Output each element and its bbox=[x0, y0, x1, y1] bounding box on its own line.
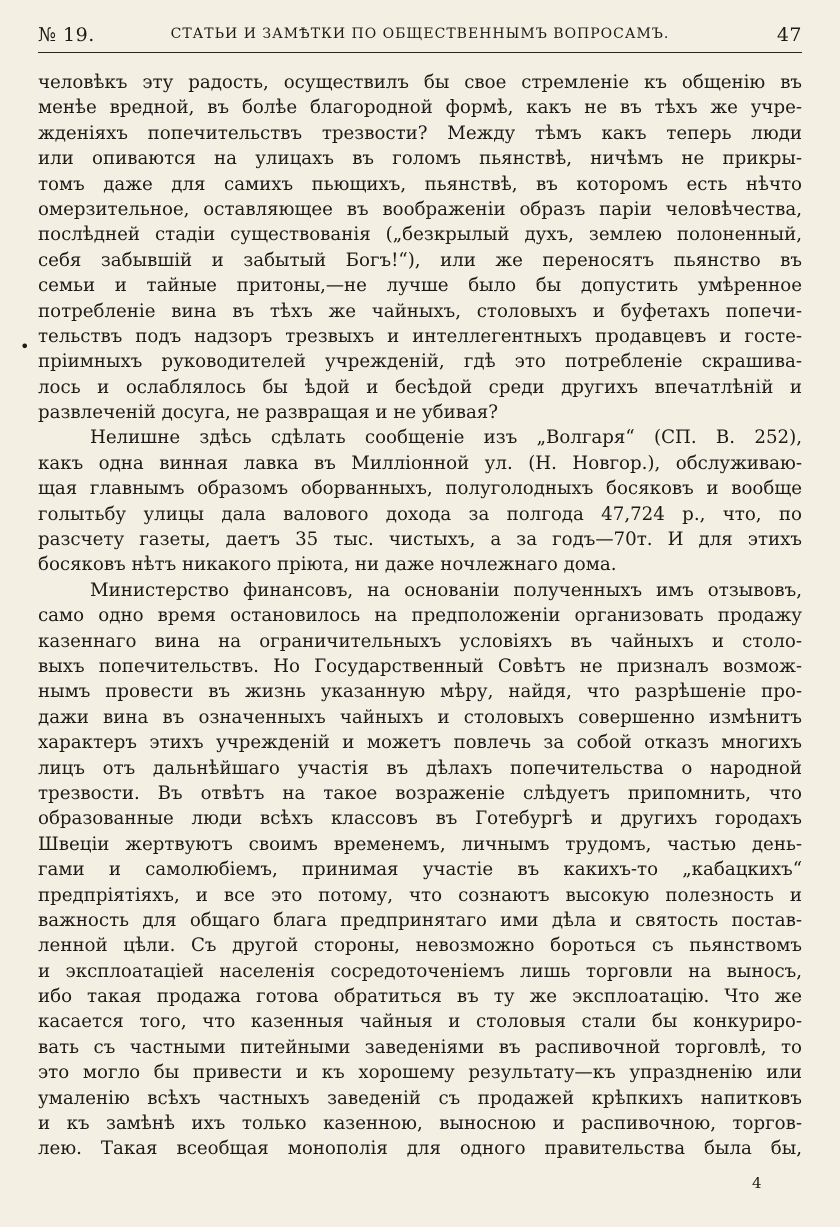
text-line: умаленію всѣхъ частныхъ заведеній съ продажей крѣпкихъ напитковъ bbox=[38, 1087, 802, 1109]
text-line: разсчету газеты, даетъ 35 тыс. чистыхъ, а за годъ—70т. И для этихъ bbox=[38, 529, 802, 551]
text-line: касается того, что казенныя чайныя и столовыя стали бы конкуриро- bbox=[38, 1011, 802, 1033]
text-line: себя забывшій и забытый Богъ!“), или же переносятъ пьянство въ bbox=[38, 249, 802, 271]
paragraph-start-line: Министерство финансовъ, на основаніи полученныхъ имъ отзывовъ, bbox=[90, 579, 802, 601]
text-line: трезвости. Въ отвѣтъ на такое возраженіе слѣдуетъ припомнить, что bbox=[38, 782, 802, 804]
text-line: выхъ попечительствъ. Но Государственный Совѣтъ не призналъ возмож- bbox=[38, 655, 802, 677]
paragraph-start-line: Нелишне здѣсь сдѣлать сообщеніе изъ „Волгаря“ (СП. В. 252), bbox=[90, 427, 802, 449]
running-header bbox=[38, 22, 802, 53]
margin-marker: • bbox=[20, 337, 30, 356]
text-line: вать съ частными питейными заведеніями въ распивочной торговлѣ, то bbox=[38, 1036, 802, 1058]
text-line: характеръ этихъ учрежденій и можетъ повлечь за собой отказъ многихъ bbox=[38, 732, 802, 754]
issue-number: № 19. bbox=[38, 24, 95, 46]
text-line: это могло бы привести и къ хорошему результату—къ упраздненію или bbox=[38, 1062, 802, 1084]
text-line: пріимныхъ руководителей учрежденій, гдѣ это потребленіе скрашива- bbox=[38, 351, 802, 373]
text-line: предпріятіяхъ, и все это потому, что сознаютъ высокую полезность и bbox=[38, 884, 802, 906]
text-line: жденіяхъ попечительствъ трезвости? Между тѣмъ какъ теперь люди bbox=[38, 122, 802, 144]
article-body bbox=[38, 70, 802, 1162]
text-line: человѣкъ эту радость, осуществилъ бы свое стремленіе къ общенію въ bbox=[38, 72, 802, 93]
text-line: важность для общаго блага предпринятаго ими дѣла и святость постав- bbox=[38, 909, 802, 931]
text-line: босяковъ нѣтъ никакого пріюта, ни даже ночлежнаго дома. bbox=[38, 554, 617, 576]
section-title: СТАТЬИ И ЗАМѢТКИ ПО ОБЩЕСТВЕННЫМЪ ВОПРОСАМЪ. bbox=[170, 26, 670, 42]
text-line: щая главнымъ образомъ оборванныхъ, полуголодныхъ босяковъ и вообще bbox=[38, 478, 802, 500]
text-line: семьи и тайные притоны,—не лучше было бы допустить умѣренное bbox=[38, 275, 802, 297]
text-line: и эксплоатаціей населенія сосредоточеніемъ лишь торговли на выносъ, bbox=[38, 960, 802, 982]
signature-mark: 4 bbox=[752, 1174, 762, 1192]
text-line: Швеціи жертвуютъ своимъ временемъ, личнымъ трудомъ, частью день- bbox=[38, 833, 802, 855]
text-line: нымъ провести въ жизнь указанную мѣру, найдя, что разрѣшеніе про- bbox=[38, 681, 802, 703]
text-line: потребленіе вина въ тѣхъ же чайныхъ, столовыхъ и буфетахъ попечи- bbox=[38, 300, 802, 322]
text-line: менѣе вредной, въ болѣе благородной формѣ, какъ не въ тѣхъ же учре- bbox=[38, 97, 802, 119]
text-line: ленной цѣли. Съ другой стороны, невозможно бороться съ пьянствомъ bbox=[38, 935, 802, 957]
text-line: голытьбу улицы дала валового дохода за полгода 47,724 р., что, по bbox=[38, 503, 802, 525]
text-line: и къ замѣнѣ ихъ только казенною, выносною и распивочною, торгов- bbox=[38, 1113, 802, 1135]
text-line: омерзительное, оставляющее въ воображеніи образъ паріи человѣчества, bbox=[38, 198, 802, 220]
text-line: развлеченій досуга, не развращая и не убивая? bbox=[38, 402, 499, 424]
text-line: какъ одна винная лавка въ Милліонной ул. (Н. Новгор.), обслуживаю- bbox=[38, 452, 802, 474]
text-line: лось и ослаблялось бы ѣдой и бесѣдой среди другихъ впечатлѣній и bbox=[38, 376, 802, 398]
text-line: послѣдней стадіи существованія („безкрылый духъ, землею полоненный, bbox=[38, 224, 802, 246]
text-line: тельствъ подъ надзоръ трезвыхъ и интеллегентныхъ продавцевъ и госте- bbox=[38, 325, 802, 347]
text-line: или опиваются на улицахъ въ голомъ пьянствѣ, ничѣмъ не прикры- bbox=[38, 148, 802, 170]
text-line: ибо такая продажа готова обратиться въ ту же эксплоатацію. Что же bbox=[38, 986, 802, 1008]
page-number: 47 bbox=[776, 24, 802, 46]
text-line: казеннаго вина на ограничительныхъ условіяхъ въ чайныхъ и столо- bbox=[38, 630, 802, 652]
text-line: лицъ отъ дальнѣйшаго участія въ дѣлахъ попечительства о народной bbox=[38, 757, 802, 779]
text-line: гами и самолюбіемъ, принимая участіе въ какихъ-то „кабацкихъ“ bbox=[38, 859, 802, 881]
text-line: лею. Такая всеобщая монополія для одного правительства была бы, bbox=[38, 1138, 802, 1160]
text-line: томъ даже для самихъ пьющихъ, пьянствѣ, въ которомъ есть нѣчто bbox=[38, 173, 802, 195]
text-line: образованные люди всѣхъ классовъ въ Готебургѣ и другихъ городахъ bbox=[38, 808, 802, 830]
text-line: дажи вина въ означенныхъ чайныхъ и столовыхъ совершенно измѣнитъ bbox=[38, 706, 802, 728]
text-line: само одно время остановилось на предположеніи организовать продажу bbox=[38, 605, 802, 627]
